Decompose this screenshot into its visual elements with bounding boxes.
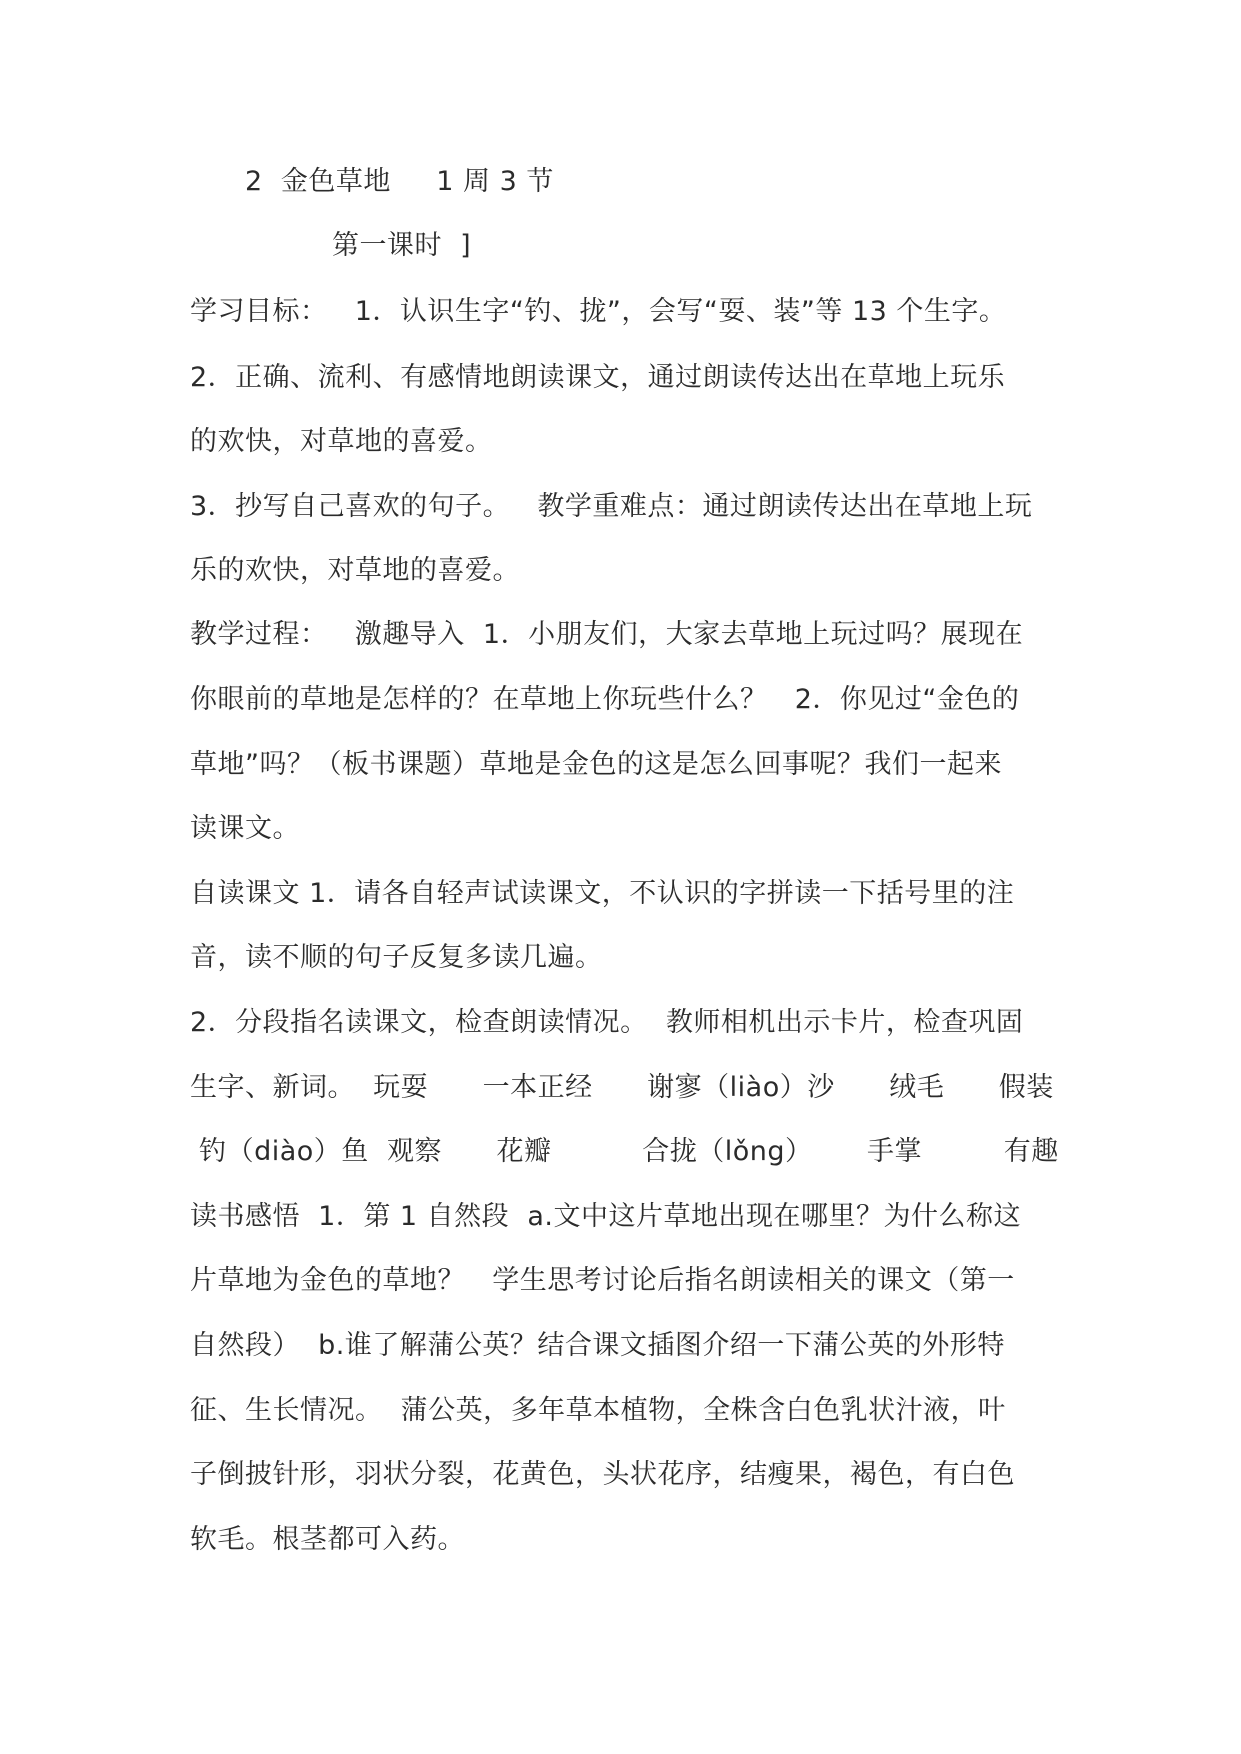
text-line: 自然段） b.谁了解蒲公英？结合课文插图介绍一下蒲公英的外形特 bbox=[190, 1330, 1005, 1361]
text-line: 生字、新词。 玩耍 一本正经 谢寥（liào）沙 绒毛 假装 bbox=[190, 1072, 1054, 1103]
text-line: 乐的欢快，对草地的喜爱。 bbox=[190, 555, 520, 586]
text-line: 片草地为金色的草地？ 学生思考讨论后指名朗读相关的课文（第一 bbox=[190, 1265, 1015, 1296]
text-line: 读课文。 bbox=[190, 813, 300, 844]
text-line: 征、生长情况。 蒲公英，多年草本植物，全株含白色乳状汁液，叶 bbox=[190, 1395, 1006, 1426]
lesson-title: 2 金色草地 1 周 3 节 bbox=[245, 166, 554, 197]
text-line: 子倒披针形，羽状分裂，花黄色，头状花序，结瘦果，褐色，有白色 bbox=[190, 1459, 1015, 1490]
text-line: 自读课文 1．请各自轻声试读课文，不认识的字拼读一下括号里的注 bbox=[190, 878, 1015, 909]
text-line: 你眼前的草地是怎样的？在草地上你玩些什么？ 2．你见过“金色的 bbox=[190, 684, 1020, 715]
text-line: 音，读不顺的句子反复多读几遍。 bbox=[190, 942, 603, 973]
text-line: 软毛。根茎都可入药。 bbox=[190, 1524, 465, 1555]
text-line: 读书感悟 1．第 1 自然段 a.文中这片草地出现在哪里？为什么称这 bbox=[190, 1201, 1021, 1232]
text-line: 学习目标： 1．认识生字“钓、拢”，会写“耍、装”等 13 个生字。 bbox=[190, 296, 1007, 327]
text-line: 2．分段指名读课文，检查朗读情况。 教师相机出示卡片，检查巩固 bbox=[190, 1007, 1024, 1038]
lesson-period: 第一课时 ] bbox=[332, 230, 472, 261]
text-line: 草地”吗？（板书课题）草地是金色的这是怎么回事呢？我们一起来 bbox=[190, 749, 1002, 780]
text-line: 2．正确、流利、有感情地朗读课文，通过朗读传达出在草地上玩乐 bbox=[190, 362, 1006, 393]
text-line: 钓（diào）鱼 观察 花瓣 合拢（lǒng） 手掌 有趣 bbox=[190, 1136, 1059, 1167]
text-line: 教学过程： 激趣导入 1．小朋友们，大家去草地上玩过吗？展现在 bbox=[190, 619, 1024, 650]
text-line: 3．抄写自己喜欢的句子。 教学重难点：通过朗读传达出在草地上玩 bbox=[190, 491, 1033, 522]
text-line: 的欢快，对草地的喜爱。 bbox=[190, 426, 493, 457]
